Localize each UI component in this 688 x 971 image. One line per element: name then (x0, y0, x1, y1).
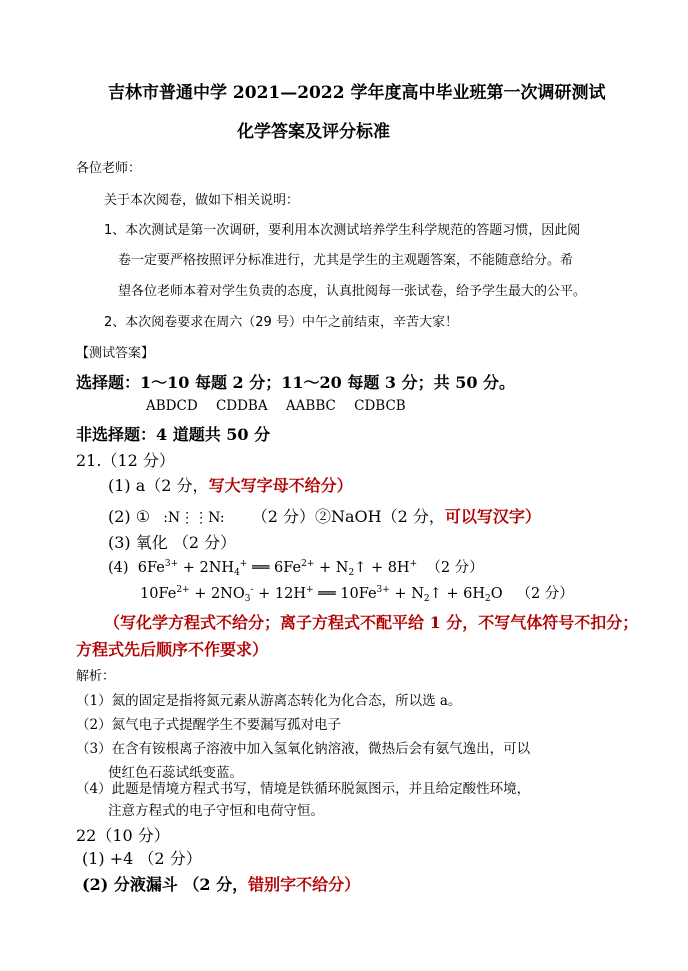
analysis-3-line-2: 使红色石蕊试纸变蓝。 (108, 765, 243, 781)
q22-part-2 (82, 872, 360, 895)
equation-1: (4) $6Fe^{3+} + 2NH_4^+$ ══ $6Fe^{2+}$ + $N_2↑ + 8H^+$ （2 分） (108, 559, 484, 578)
greeting: 各位老师： (76, 161, 142, 176)
q22-part-1: (1) +4 （2 分） (82, 849, 202, 868)
q22-part-2-note: 错别字不给分） (248, 875, 361, 894)
analysis-4-line-1: （4）此题是情境方程式书写，情境是铁循环脱氮图示，并且给定酸性环境， (76, 781, 531, 797)
q21-part-2-text-2: （2 分）②NaOH（2 分， (251, 507, 445, 526)
equation-1-score: （2 分） (426, 560, 484, 576)
answers-section-label: 【测试答案】 (76, 346, 155, 361)
analysis-1: （1）氮的固定是指将氮元素从游离态转化为化合态，所以选 a。 (76, 693, 462, 709)
page-subtitle: 化学答案及评分标准 (237, 122, 390, 142)
scoring-note-line-2: 方程式先后顺序不作要求） (76, 640, 269, 659)
answer-group-1: ABDCD (146, 398, 198, 414)
multiple-choice-heading: 选择题：1～10 每题 2 分；11～20 每题 3 分；共 50 分。 (76, 373, 516, 392)
q21-part-3: (3) 氧化 （2 分） (108, 533, 237, 552)
analysis-label: 解析： (76, 669, 116, 684)
q22-heading: 22（10 分） (76, 826, 170, 845)
q22-part-2-text: (2) 分液漏斗 （2 分， (82, 875, 249, 894)
analysis-2: （2）氮气电子式提醒学生不要漏写孤对电子 (76, 717, 342, 733)
q21-part-1-text: (1) a（2 分， (108, 476, 209, 495)
page-title: 吉林市普通中学 2021—2022 学年度高中毕业班第一次调研测试 (108, 83, 606, 103)
equation-2: $10Fe^{2+} + 2NO_3^- + 12H^+$ ══ $10Fe^{3+}$ + $N_2↑ + 6H_2O$ （2 分） (140, 585, 574, 604)
notice-item-1-line-1: 1、本次测试是第一次调研，要利用本次测试培养学生科学规范的答题习惯，因此阅 (104, 223, 581, 238)
scoring-note-line-1: （写化学方程式不给分；离子方程式不配平给 1 分，不写气体符号不扣分； (104, 613, 639, 632)
q21-part-2 (108, 504, 541, 527)
analysis-4-line-2: 注意方程式的电子守恒和电荷守恒。 (108, 803, 324, 819)
equation-2-score: （2 分） (516, 586, 574, 602)
answer-group-2: CDDBA (215, 398, 268, 414)
q21-part-1 (108, 473, 353, 496)
analysis-3-line-1: （3）在含有铵根离子溶液中加入氢氧化钠溶液，微热后会有氨气逸出，可以 (76, 741, 531, 757)
q21-part-2-text: (2) ① (108, 507, 151, 526)
q21-part-4-label: (4) (108, 560, 129, 576)
multiple-choice-answers (146, 398, 406, 414)
notice-item-2: 2、本次阅卷要求在周六（29 号）中午之前结束，辛苦大家！ (104, 315, 458, 330)
q21-heading: 21.（12 分） (76, 451, 175, 470)
notice-item-1-line-2: 卷一定要严格按照评分标准进行，尤其是学生的主观题答案，不能随意给分。希 (118, 253, 574, 268)
nitrogen-electron-formula: :N⋮⋮N: (163, 510, 225, 526)
non-multiple-choice-heading: 非选择题：4 道题共 50 分 (76, 425, 271, 444)
notice-item-1-line-3: 望各位老师本着对学生负责的态度，认真批阅每一张试卷，给予学生最大的公平。 (118, 284, 587, 299)
q21-part-1-note: 写大写字母不给分） (208, 476, 353, 495)
answer-group-4: CDBCB (354, 398, 406, 414)
notice-intro: 关于本次阅卷，做如下相关说明： (104, 193, 300, 208)
q21-part-2-note: 可以写汉字） (444, 507, 541, 526)
answer-group-3: AABBC (285, 398, 336, 414)
